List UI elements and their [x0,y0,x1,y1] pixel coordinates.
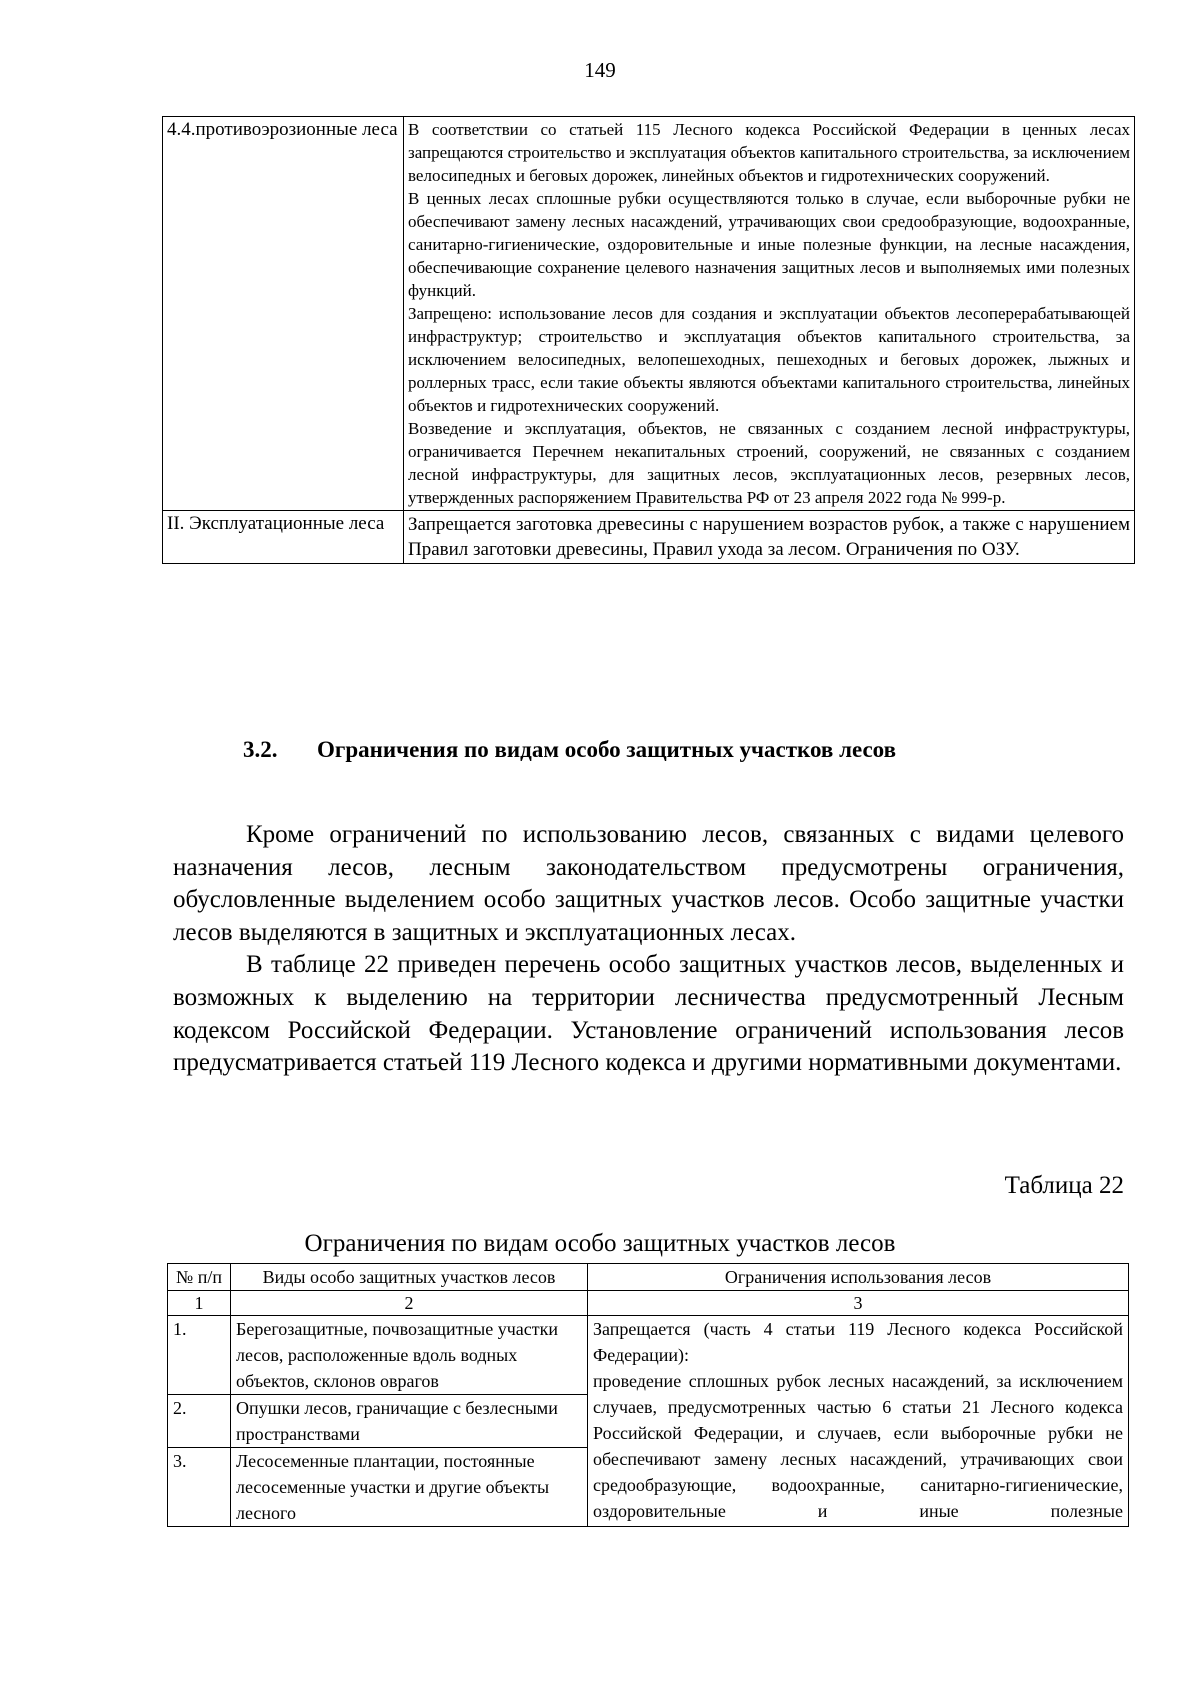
header-kind: Виды особо защитных участков лесов [231,1264,588,1291]
column-number: 1 [168,1291,231,1316]
restriction-paragraph: В ценных лесах сплошные рубки осуществляются только в случае, если выборочные рубки не обеспечивают замену лесных насаждений, утрачивающих свои средообразующие, водоохранные, санитарно-гигиенические, оздоровительные и иные полезные функции, на лесные насаждения, обеспечивающие сохранение целевого назначения защитных лесов и выполняемых ими полезных функций. [408,189,1130,300]
restriction-cell [404,117,1135,511]
body-text [173,819,1124,1080]
column-number-row [168,1291,1129,1316]
table-row [163,511,1135,564]
section-title: Ограничения по видам особо защитных участков лесов [317,737,897,762]
area-kind: Лесосеменные плантации, постоянные лесосеменные участки и другие объекты лесного [231,1448,588,1527]
page-number: 149 [584,58,616,82]
table-row [163,117,1135,511]
restriction-paragraph: Возведение и эксплуатация, объектов, не связанных с созданием лесной инфраструктуры, ограничивается Перечнем некапитальных строений, сооружений, не связанных с созданием лесной инфраструктуры, для защитных лесов, эксплуатационных лесов, резервных лесов, утвержденных распоряжением Правительства РФ от 23 апреля 2022 года № 999-р. [408,419,1130,507]
restriction-paragraph: В соответствии со статьей 115 Лесного кодекса Российской Федерации в ценных лесах запрещаются строительство и эксплуатация объектов капитального строительства, за исключением велосипедных и беговых дорожек, линейных объектов и гидротехнических сооружений. [408,120,1130,185]
column-number: 3 [588,1291,1129,1316]
restriction-paragraph: Запрещается (часть 4 статьи 119 Лесного кодекса Российской Федерации): [593,1319,1123,1365]
section-number: 3.2. [243,737,278,762]
row-number: 3. [168,1448,231,1527]
restriction-paragraph: Запрещено: использование лесов для создания и эксплуатации объектов лесоперерабатывающей инфраструктур; строительство и эксплуатация объектов капитального строительства, за исключением велосипедных, велопешеходных, пешеходных и беговых дорожек, лыжных и роллерных трасс, если такие объекты являются объектами капитального строительства, линейных объектов и гидротехнических сооружений. [408,304,1130,415]
header-number: № п/п [168,1264,231,1291]
section-heading [243,737,896,763]
forest-category-cell: II. Эксплуатационные леса [163,511,404,564]
restriction-paragraph: Запрещается заготовка древесины с нарушением возрастов рубок, а также с нарушением Правил заготовки древесины, Правил ухода за лесом. Ограничения по ОЗУ. [408,514,1130,560]
restriction-paragraph: проведение сплошных рубок лесных насаждений, за исключением случаев, предусмотренных частью 6 статьи 21 Лесного кодекса Российской Федерации, и случаев, если выборочные рубки не обеспечивают замену лесных насаждений, утрачивающих свои средообразующие, водоохранные, санитарно-гигиенические, оздоровительные и иные полезные [593,1371,1123,1521]
table-header-row [168,1264,1129,1291]
table-title: Ограничения по видам особо защитных участков лесов [304,1230,896,1257]
table-row [168,1316,1129,1395]
forest-category-cell: 4.4.противоэрозионные леса [163,117,404,511]
body-paragraph: В таблице 22 приведен перечень особо защитных участков лесов, выделенных и возможных к выделению на территории лесничества предусмотренный Лесным кодексом Российской Федерации. Установление ограничений использования лесов предусматривается статьей 119 Лесного кодекса и другими нормативными документами. [173,951,1124,1077]
row-number: 2. [168,1395,231,1448]
table-label: Таблица 22 [1004,1172,1124,1199]
column-number: 2 [231,1291,588,1316]
restriction-cell [404,511,1135,564]
area-kind: Опушки лесов, граничащие с безлесными пространствами [231,1395,588,1448]
restrictions-cell [588,1316,1129,1527]
header-restrictions: Ограничения использования лесов [588,1264,1129,1291]
forest-restrictions-table [162,116,1135,564]
protected-areas-table [167,1263,1129,1527]
body-paragraph: Кроме ограничений по использованию лесов, связанных с видами целевого назначения лесов, лесным законодательством предусмотрены ограничения, обусловленные выделением особо защитных участков лесов. Особо защитные участки лесов выделяются в защитных и эксплуатационных лесах. [173,821,1124,946]
row-number: 1. [168,1316,231,1395]
area-kind: Берегозащитные, почвозащитные участки лесов, расположенные вдоль водных объектов, склонов оврагов [231,1316,588,1395]
